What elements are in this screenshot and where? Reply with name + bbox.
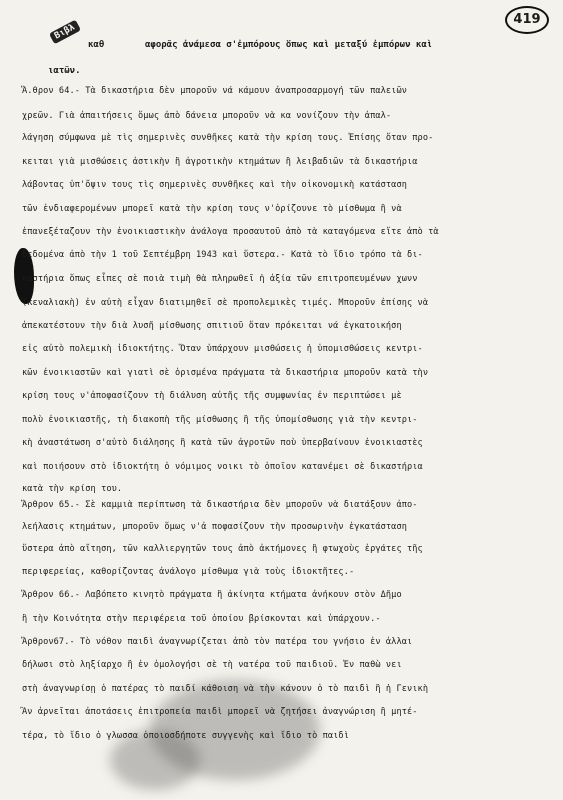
text-line: δήλωσι στὸ ληξίαρχο ἢ ἐν ὁμολογήσι σὲ τὴ νατέρα τοῦ παιδιοῦ. Ἐν παθὼ νει [22,660,402,670]
text-line: Ἂν ἀρνεῖται ἀποτάσεις ἐπιτροπεία παιδὶ μπορεῖ νὰ ζητήσει ἀναγνώριση ἢ μητέ- [22,707,418,717]
text-line: κρίση τους ν'ἀποφασίζουν τὴ διάλυση αὐτῆς τῆς συμφωνίας ἐν περιπτώσει μὲ [22,391,402,401]
text-line: κατὰ τὴν κρίση του. [22,484,123,494]
text-line: Ἄρθρον67.- Τὸ νόθον παιδὶ ἀναγνωρίζεται ἀπὸ τὸν πατέρα του γνήσιο ἐν ἀλλαι [22,637,413,647]
text-line: ἢ τὴν Κοινότητα στὴν περιφέρεια τοῦ ὁποίου βρίσκονται καὶ ὑπάρχουν.- [22,614,381,624]
text-line: (κεναλιακὴ) ἐν αὐτὴ εἶχαν διατιμηθεῖ σὲ προπολεμικὲς τιμές. Μποροῦν ἐπίσης νὰ [22,298,429,308]
text-line: Ἄρθρον 65.- Σὲ καμμιὰ περίπτωση τὰ δικαστήρια δὲν μποροῦν νὰ διατάξουν ἀπο- [22,500,418,510]
text-line: κὴ ἀναστάτωση σ'αὐτὸ διάλησης ἢ κατὰ τῶν ἀγροτῶν ποὺ ὑπερβαίνουν ἐνοικιαστὲς [22,438,423,448]
text-line: καστήρια ὅπως εἶπες σὲ ποιὰ τιμὴ θὰ πληρωθεῖ ἡ ἀξία τῶν επιτροπευμένων χωνν [22,274,418,284]
text-line: δεδομένα ἀπὸ τὴν 1 τοῦ Σεπτέμβρη 1943 καὶ ὕστερα.- Κατὰ τὸ ἴδιο τρόπο τὰ δι- [22,250,423,260]
text-line: ἀπεκατέστουν τὴν διὰ λυσῆ μίσθωσης σπιτιοῦ ὅταν πρόκειται νά ἐγκατοικήση [22,321,402,331]
text-line: λεήλασις κτημάτων, μποροῦν ὅμως ν'ἀ ποφασίζουν τὴν προσωρινὴν ἐγκατάσταση [22,522,407,532]
text-line: λάβοντας ὑπ'ὄψιν τους τὶς σημερινὲς συνθῆκες καὶ τὴν οἰκονομικὴ κατάσταση [22,180,407,190]
text-line: λάγηση σύμφωνα μὲ τὶς σημερινὲς συνθῆκες κατὰ τὴν κρίση τους. Ἐπίσης ὅταν προ- [22,133,434,143]
text-line: χρεῶν. Γιὰ ἀπαιτήσεις ὅμως ἀπὸ δάνεια μποροῦν νὰ κα νονίζουν τὴν ἀπαλ- [22,111,392,121]
header-line-2: ιατῶν. [48,66,81,76]
text-line: Ἄ.θρον 64.- Τὰ δικαστήρια δὲν μποροῦν νά κάμουν ἀναπροσαρμογή τῶν παλειῶν [22,86,407,96]
text-line: εἰς αὐτὸ πολεμικὴ ἰδιοκτήτης. Ὅταν ὑπάρχουν μισθώσεις ἡ ὑπομισθώσεις κεντρι- [22,344,423,354]
text-line: τῶν ἐνδιαφερομένων μπορεῖ κατὰ τὴν κρίση τους ν'ὁρίζουνε τὸ μίσθωμα ἢ νὰ [22,204,402,214]
text-line: τέρα, τὸ ἴδιο ὁ γλωσσα ὁποιοσδήποτε συγγενὴς καὶ ἴδιο τὸ παιδὶ [22,731,349,741]
text-line: κῶν ἐνοικιαστῶν καὶ γιατὶ σὲ ὁρισμένα πράγματα τὰ δικαστήρια μποροῦν κατὰ τὴν [22,368,429,378]
text-line: πολὺ ἐνοικιαστῆς, τὴ διακοπὴ τῆς μίσθωσης ἢ τῆς ὑπομίσθωσης γιὰ τὴν κεντρι- [22,415,418,425]
header-prefix: καθ [88,40,105,50]
text-line: ὕστερα ἀπὸ αἴτηση, τῶν καλλιεργητῶν τους ἀπὸ ἀκτήμονες ἢ φτωχοὺς ἐργάτες τῆς [22,544,423,554]
page-number: 419 [505,6,549,34]
header-line-1: αφορᾶς ἀνάμεσα σ'ἐμπόρους ὅπως καὶ μεταξύ ἐμπόρων καὶ [145,40,433,50]
text-line: καὶ ποιήσουν στὸ ἰδιοκτήτη ὁ νόμιμος νοικι τὸ ὁποῖον κατανέμει σὲ δικαστήρια [22,462,423,472]
text-line: κειται γιὰ μισθώσεις ἀστικὴν ἢ ἀγροτικὴν κτημάτων ἢ λειβαδιῶν τὰ δικαστήρια [22,157,418,167]
text-line: Ἄρθρον 66.- Λαβόπετο κινητὸ πράγματα ἢ ἀκίνητα κτήματα ἀνήκουν στὸν Δῆμο [22,590,402,600]
text-line: περιφερείας, καθορίζοντας ἀνάλογο μίσθωμα γιὰ τοὺς ἰδιοκτῆτες.- [22,567,355,577]
text-line: ἐπανεξέταζουν τὴν ἐνοικιαστικὴν ἀνάλογα προσαυτοῦ ἀπὸ τὰ καταγόμενα εἴτε ἀπὸ τὰ [22,227,439,237]
text-line: στὴ ἀναγνωρίσῃ ὁ πατέρας τὸ παιδί κάθοιση νὰ τὴν κάνουν ὁ τὸ παιδὶ ἢ ἡ Γενικὴ [22,684,429,694]
archive-stamp: Βιβλ [49,20,81,45]
